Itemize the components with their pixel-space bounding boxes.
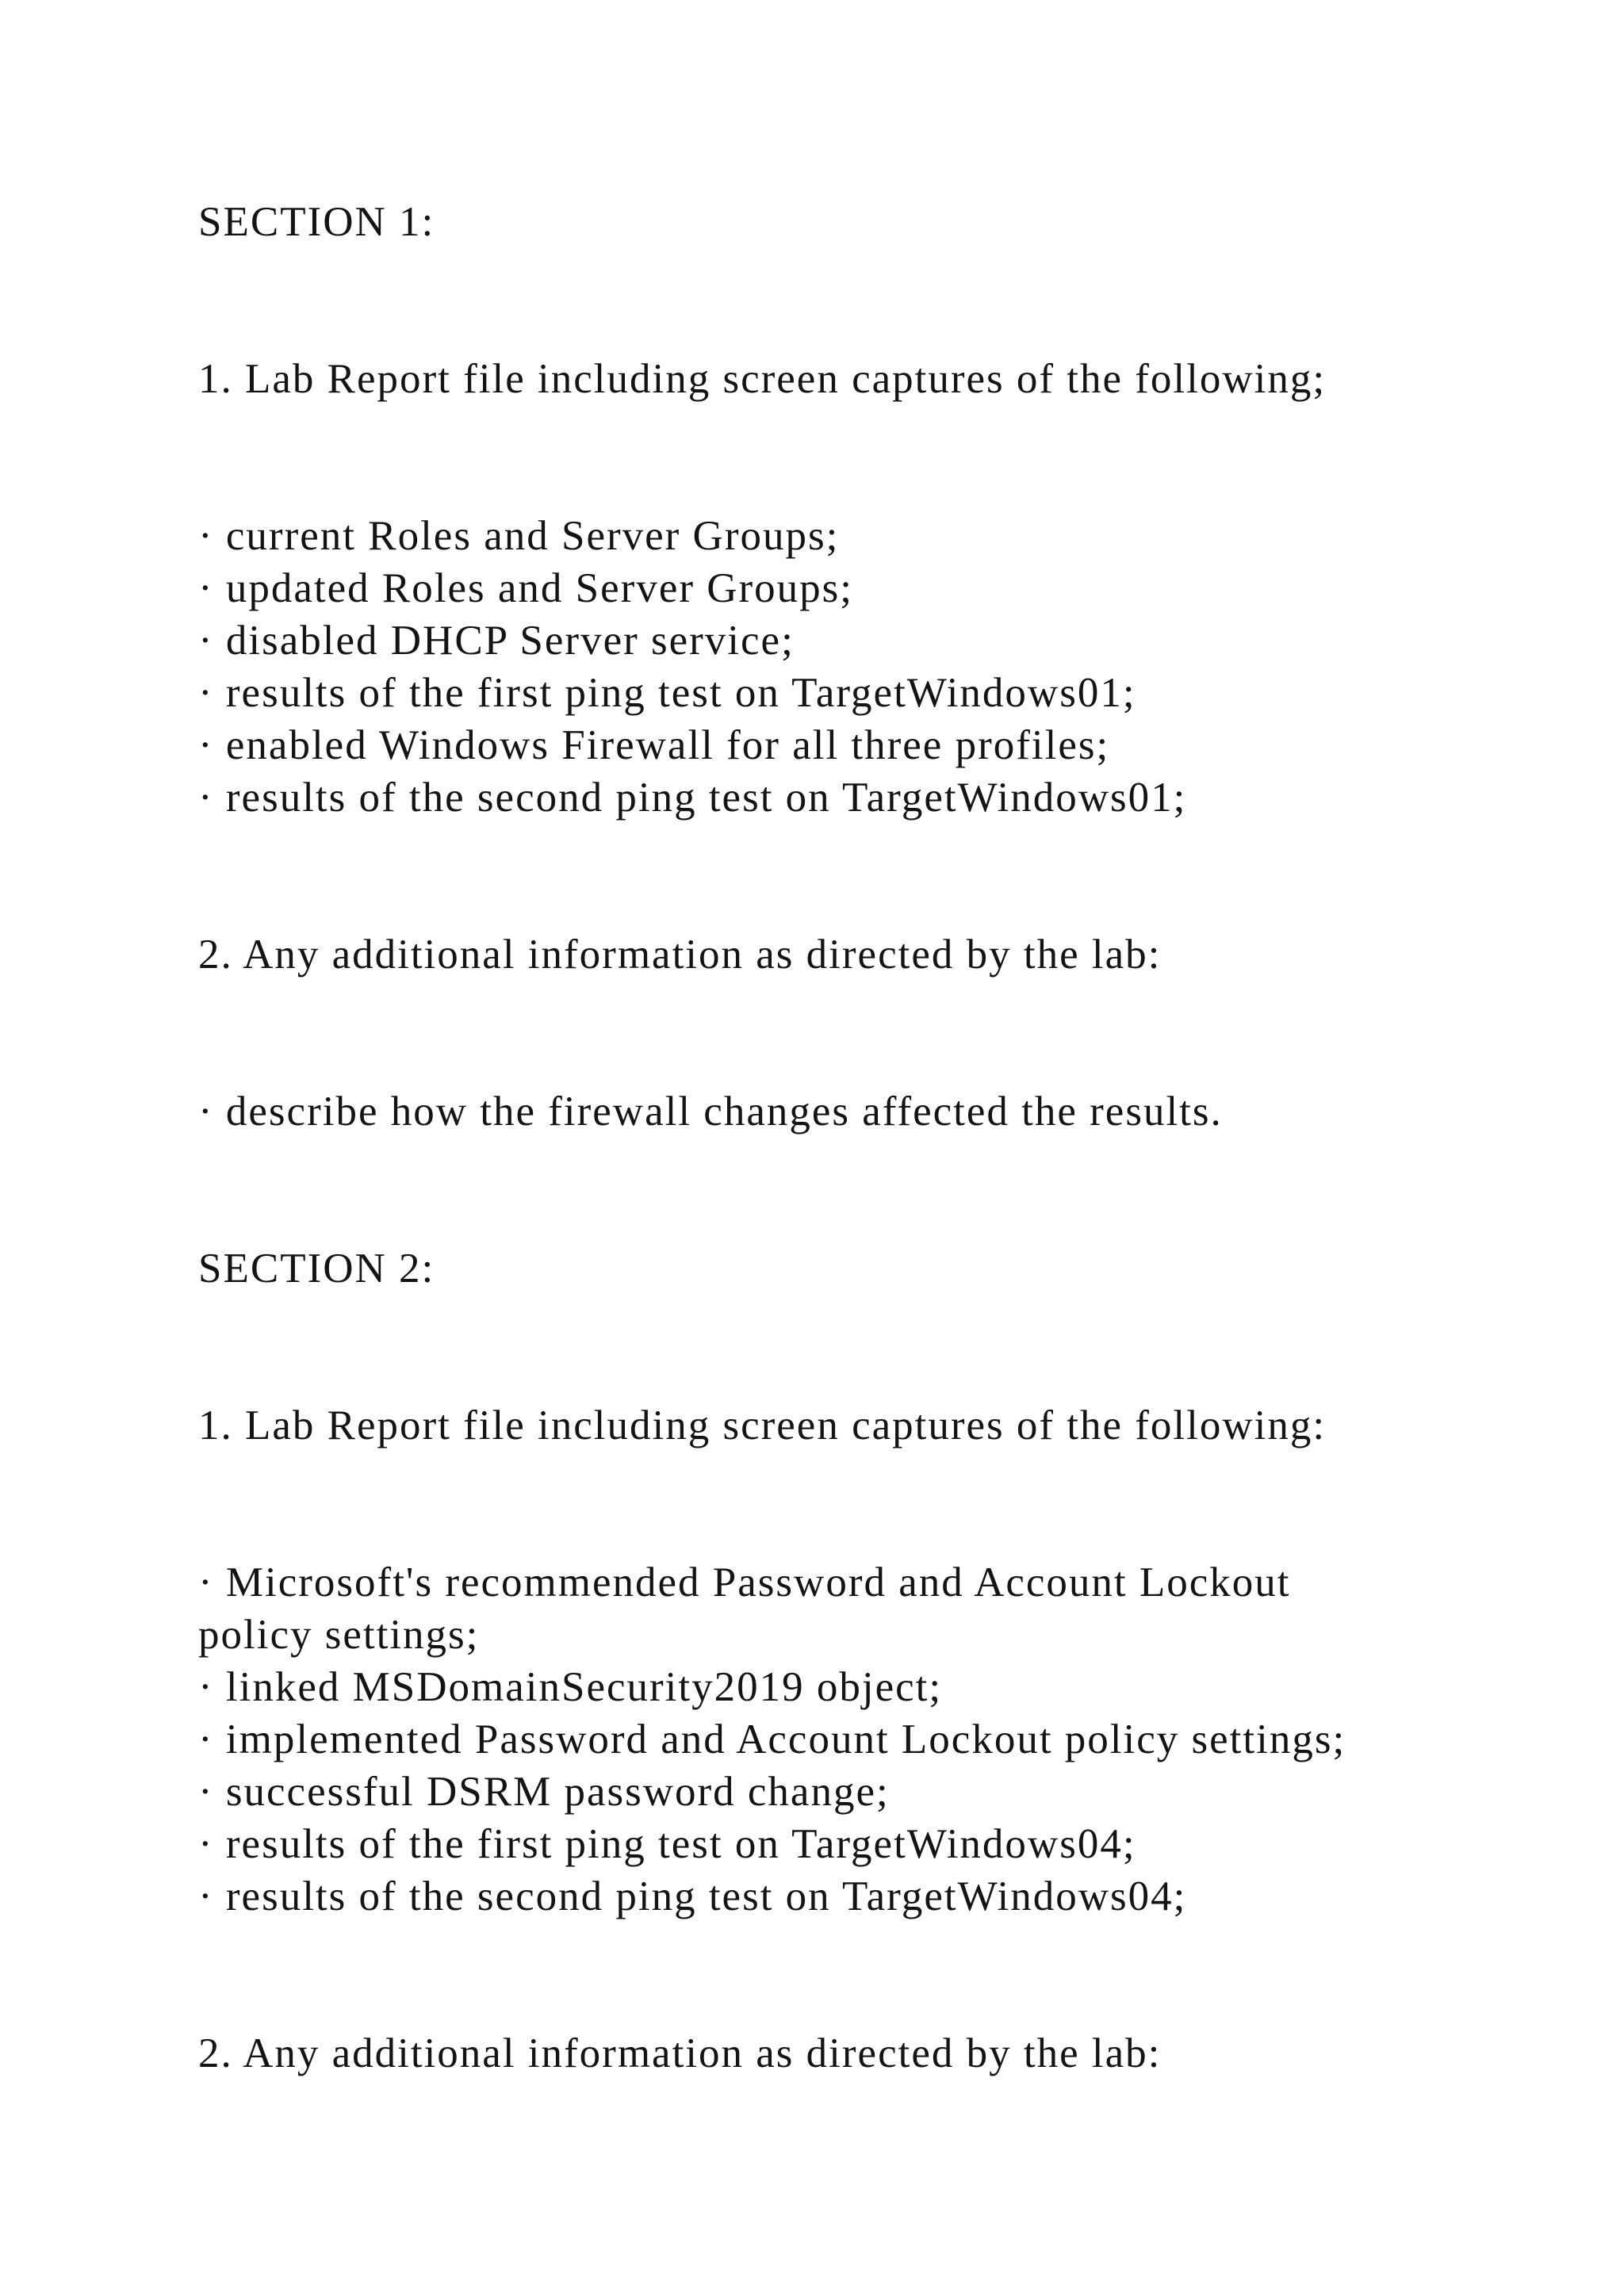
section-2-bullet-1-continuation: policy settings; xyxy=(198,1612,480,1658)
section-1-bullet-1: · current Roles and Server Groups; xyxy=(198,513,840,559)
section-1-bullet-5: · enabled Windows Firewall for all three profiles; xyxy=(198,722,1110,768)
section-1-bullet-2: · updated Roles and Server Groups; xyxy=(198,565,854,611)
section-1-item-1: 1. Lab Report file including screen captures of the following; xyxy=(198,356,1327,402)
section-1-bullet-6: · results of the second ping test on TargetWindows01; xyxy=(198,775,1187,821)
section-2-bullet-4: · successful DSRM password change; xyxy=(198,1769,890,1815)
section-2-item-2: 2. Any additional information as directed by the lab: xyxy=(198,2030,1162,2076)
section-1-additional-bullet-1: · describe how the firewall changes affected the results. xyxy=(198,1089,1223,1135)
section-1-item-2: 2. Any additional information as directed by the lab: xyxy=(198,932,1162,978)
section-2-bullet-5: · results of the first ping test on TargetWindows04; xyxy=(198,1821,1136,1867)
section-1-bullet-4: · results of the first ping test on TargetWindows01; xyxy=(198,670,1136,716)
section-2-heading: SECTION 2: xyxy=(198,1246,435,1292)
section-2-item-1: 1. Lab Report file including screen captures of the following: xyxy=(198,1402,1327,1448)
section-2-bullet-1: · Microsoft's recommended Password and Account Lockout xyxy=(198,1559,1291,1605)
section-2-bullet-2: · linked MSDomainSecurity2019 object; xyxy=(198,1664,943,1710)
section-1-heading: SECTION 1: xyxy=(198,199,435,245)
section-2-bullet-6: · results of the second ping test on TargetWindows04; xyxy=(198,1873,1187,1919)
section-1-bullet-3: · disabled DHCP Server service; xyxy=(198,618,795,664)
section-2-bullet-3: · implemented Password and Account Lockout policy settings; xyxy=(198,1716,1346,1762)
